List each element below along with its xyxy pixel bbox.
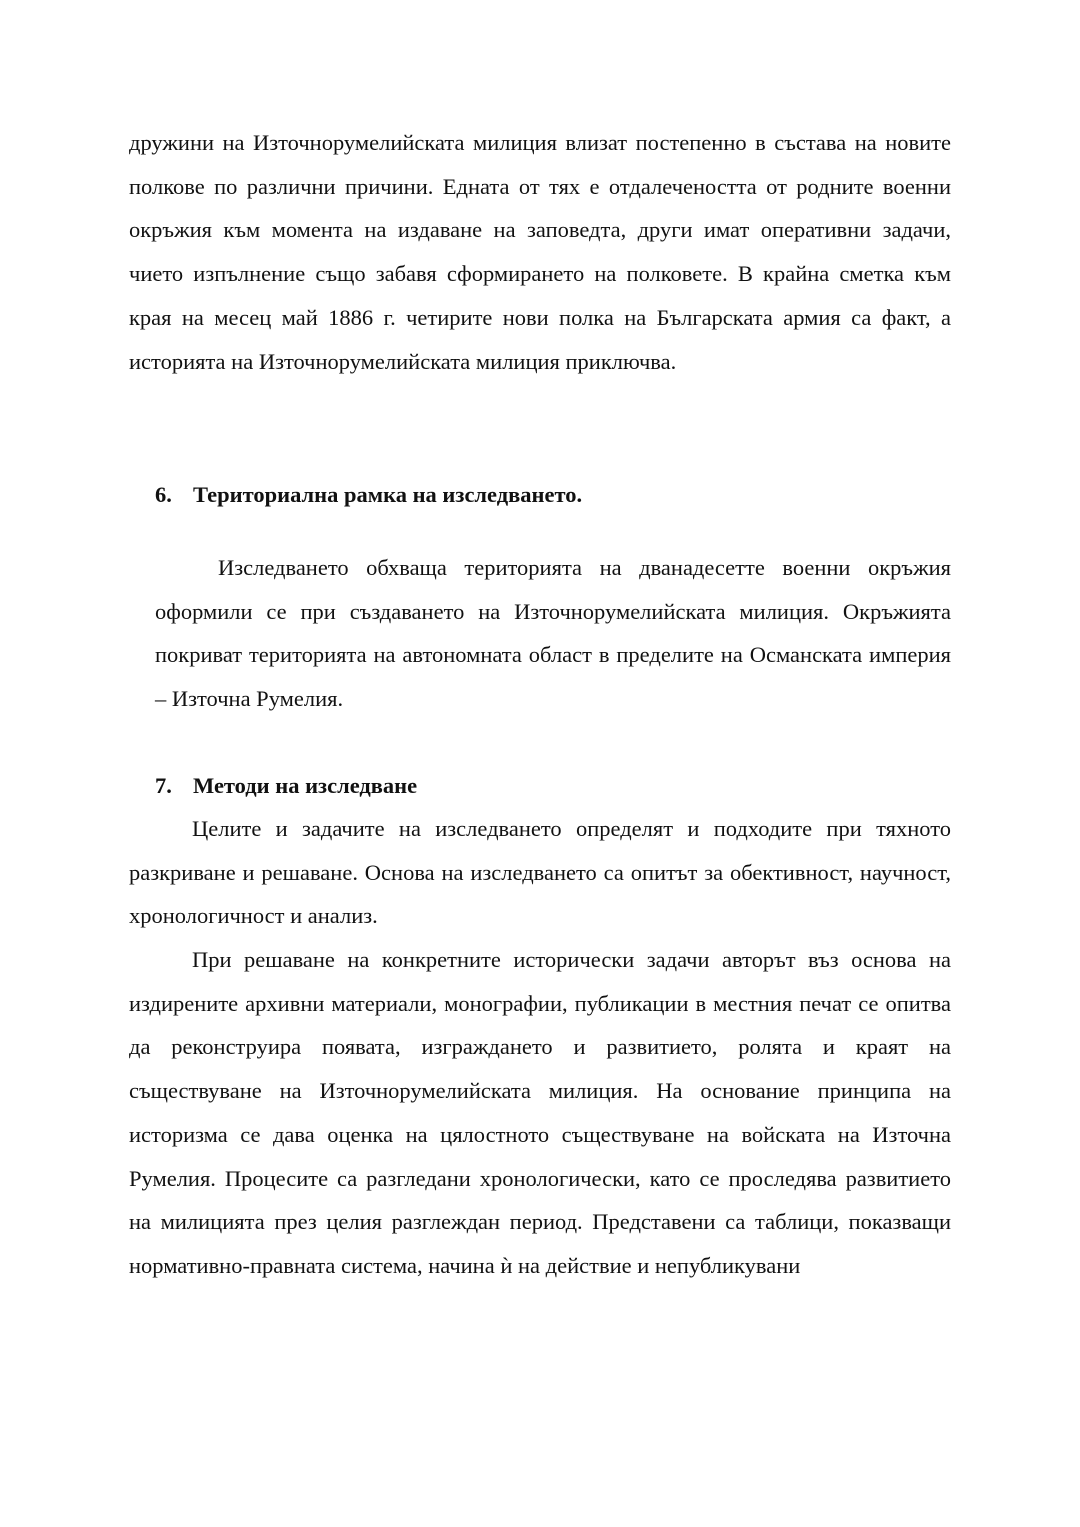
section-7-heading <box>155 771 417 801</box>
section-7-title: Методи на изследване <box>193 773 418 798</box>
paragraph-territorial-scope: Изследването обхваща територията на дванадесетте военни окръжия оформили се при създаването на Източнорумелийската милиция. Окръжията покриват територията на автономната област в пределите на Османската империя – Източна Румелия. <box>155 555 951 712</box>
section-6-number: 6. <box>155 482 172 507</box>
section-6-title: Териториална рамка на изследването. <box>193 482 583 507</box>
section-7-number: 7. <box>155 773 172 798</box>
paragraph-research-methods: При решаване на конкретните исторически задачи авторът въз основа на издирените архивни материали, монографии, публикации в местния печат се опитва да реконструира появата, изграждането и развитието, ролята и краят на съществуване на Източнорумелийската милиция. На основание принципа на историзма се дава оценка на цялостното съществуване на войската на Източна Румелия. Процесите са разгледани хронологически, като се проследява развитието на милицията през целия разглеждан период. Представени са таблици, показващи нормативно-правната система, начина ѝ на действие и непубликувани <box>129 947 951 1278</box>
paragraph-research-goals: Целите и задачите на изследването определят и подходите при тяхното разкриване и решаване. Основа на изследването са опитът за обективност, научност, хронологичност и анализ. <box>129 816 951 929</box>
paragraph-militia-history: дружини на Източнорумелийската милиция влизат постепенно в състава на новите полкове по различни причини. Едната от тях е отдалечеността от родните военни окръжия към момента на издаване на заповедта, други имат оперативни задачи, чието изпълнение също забавя сформирането на полковете. В крайна сметка към края на месец май 1886 г. четирите нови полка на Българската армия са факт, а историята на Източнорумелийската милиция приключва. <box>129 130 951 374</box>
section-6-heading <box>155 480 582 510</box>
